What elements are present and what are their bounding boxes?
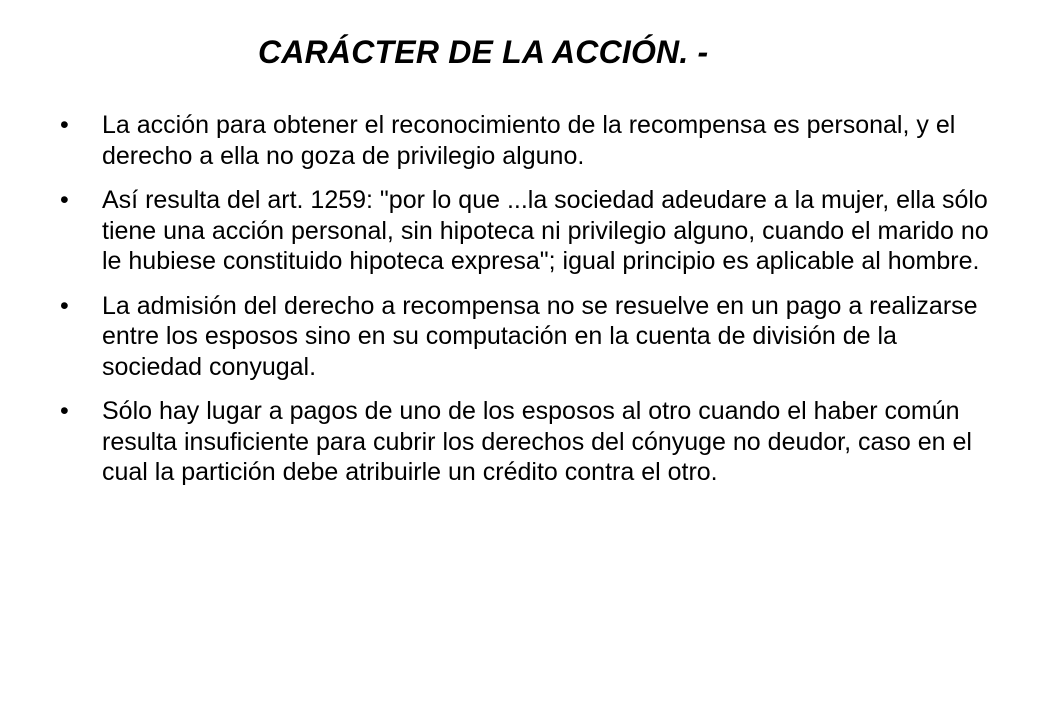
bullet-text: Así resulta del art. 1259: "por lo que ...la sociedad adeudare a la mujer, ella sólo tiene una acción personal, sin hipoteca ni privilegio alguno, cuando el marido no le hubiese constituido hipoteca expresa"; igual principio es aplicable al hombre.: [102, 186, 989, 275]
bullet-item: [60, 291, 990, 383]
bullet-dot-icon: •: [60, 111, 69, 139]
bullet-text: Sólo hay lugar a pagos de uno de los esposos al otro cuando el haber común resulta insuficiente para cubrir los derechos del cónyuge no deudor, caso en el cual la partición debe atribuirle un crédito contra el otro.: [102, 397, 972, 486]
bullet-dot-icon: •: [60, 186, 69, 214]
bullet-text: La admisión del derecho a recompensa no se resuelve en un pago a realizarse entre los esposos sino en su computación en la cuenta de división de la sociedad conyugal.: [102, 291, 978, 381]
bullet-dot-icon: •: [60, 397, 69, 425]
slide-title: CARÁCTER DE LA ACCIÓN. -: [258, 34, 709, 70]
bullet-list: [60, 110, 990, 502]
bullet-text: La acción para obtener el reconocimiento de la recompensa es personal, y el derecho a ella no goza de privilegio alguno.: [102, 111, 956, 170]
bullet-dot-icon: •: [60, 291, 69, 320]
bullet-item: [60, 396, 990, 488]
bullet-item: [60, 110, 990, 171]
bullet-item: [60, 185, 990, 277]
